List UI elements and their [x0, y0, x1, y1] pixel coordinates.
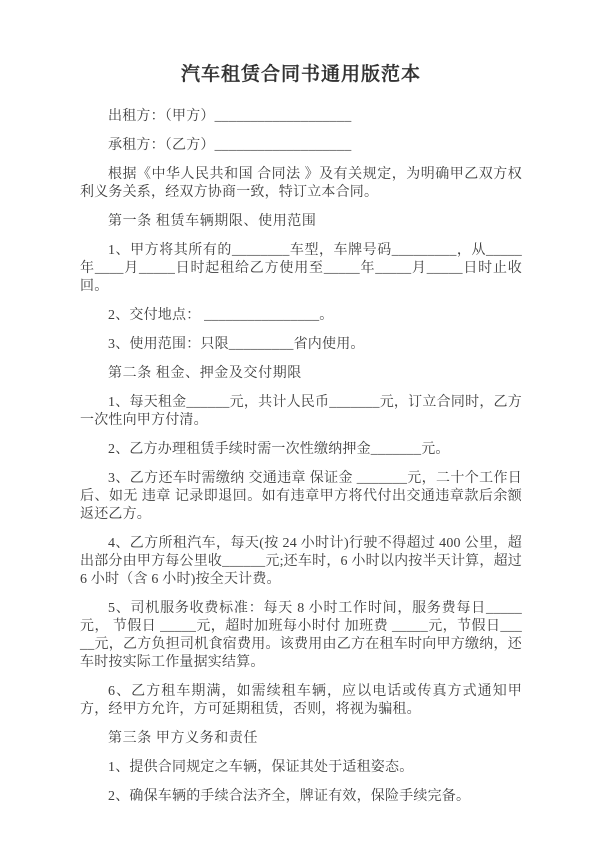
party-lessor-line: 出租方：（甲方）___________________	[108, 109, 352, 124]
party-lessee-line: 承租方：（乙方）___________________	[108, 138, 352, 153]
section-1-heading: 第一条 租赁车辆期限、使用范围	[108, 214, 317, 229]
clause-2-1: 1、每天租金______元，共计人民币_______元，订立合同时，乙方一次性向甲方付清。	[80, 395, 522, 428]
clause-2-4: 4、乙方所租汽车，每天(按 24 小时计)行驶不得超过 400 公里，超出部分由甲方每公里收______元;还车时，6 小时以内按半天计算，超过 6 小时（含 6 小时)按全天计费。	[80, 536, 522, 587]
clause-2-5: 5、司机服务收费标准：每天 8 小时工作时间，服务费每日_____元， 节假日 _____元，超时加班每小时付 加班费 _____元，节假日_____元，乙方负担司机食宿费用。该费用由乙方在租车时向甲方缴纳，还车时按实际工作量据实结算。	[80, 601, 522, 670]
preamble-paragraph: 根据《中华人民共和国 合同法 》及有关规定，为明确甲乙双方权利义务关系，经双方协商一致，特订立本合同。	[80, 167, 522, 200]
clause-3-1: 1、提供合同规定之车辆，保证其处于适租姿态。	[108, 760, 414, 775]
clause-3-2: 2、确保车辆的手续合法齐全，牌证有效，保险手续完备。	[108, 789, 471, 804]
clause-2-3: 3、乙方还车时需缴纳 交通违章 保证金 _______元，二十个工作日后、如无 违章 记录即退回。如有违章甲方将代付出交通违章款后余额返还乙方。	[80, 471, 522, 522]
clause-1-2: 2、交付地点： ________________。	[108, 308, 334, 323]
clause-2-6: 6、乙方租车期满，如需续租车辆，应以电话或传真方式通知甲方，经甲方允许，方可延期租赁，否则，将视为骗租。	[80, 684, 522, 717]
section-2-heading: 第二条 租金、押金及交付期限	[108, 366, 302, 381]
clause-1-1: 1、甲方将其所有的________车型，车牌号码_________，从_____年____月_____日时起租给乙方使用至_____年_____月_____日时止收回。	[80, 243, 522, 294]
clause-2-2: 2、乙方办理租赁手续时需一次性缴纳押金_______元。	[108, 442, 450, 457]
section-3-heading: 第三条 甲方义务和责任	[108, 731, 259, 746]
page-title: 汽车租赁合同书通用版范本	[180, 64, 421, 85]
clause-1-3: 3、使用范围：只限_________省内使用。	[108, 337, 365, 352]
